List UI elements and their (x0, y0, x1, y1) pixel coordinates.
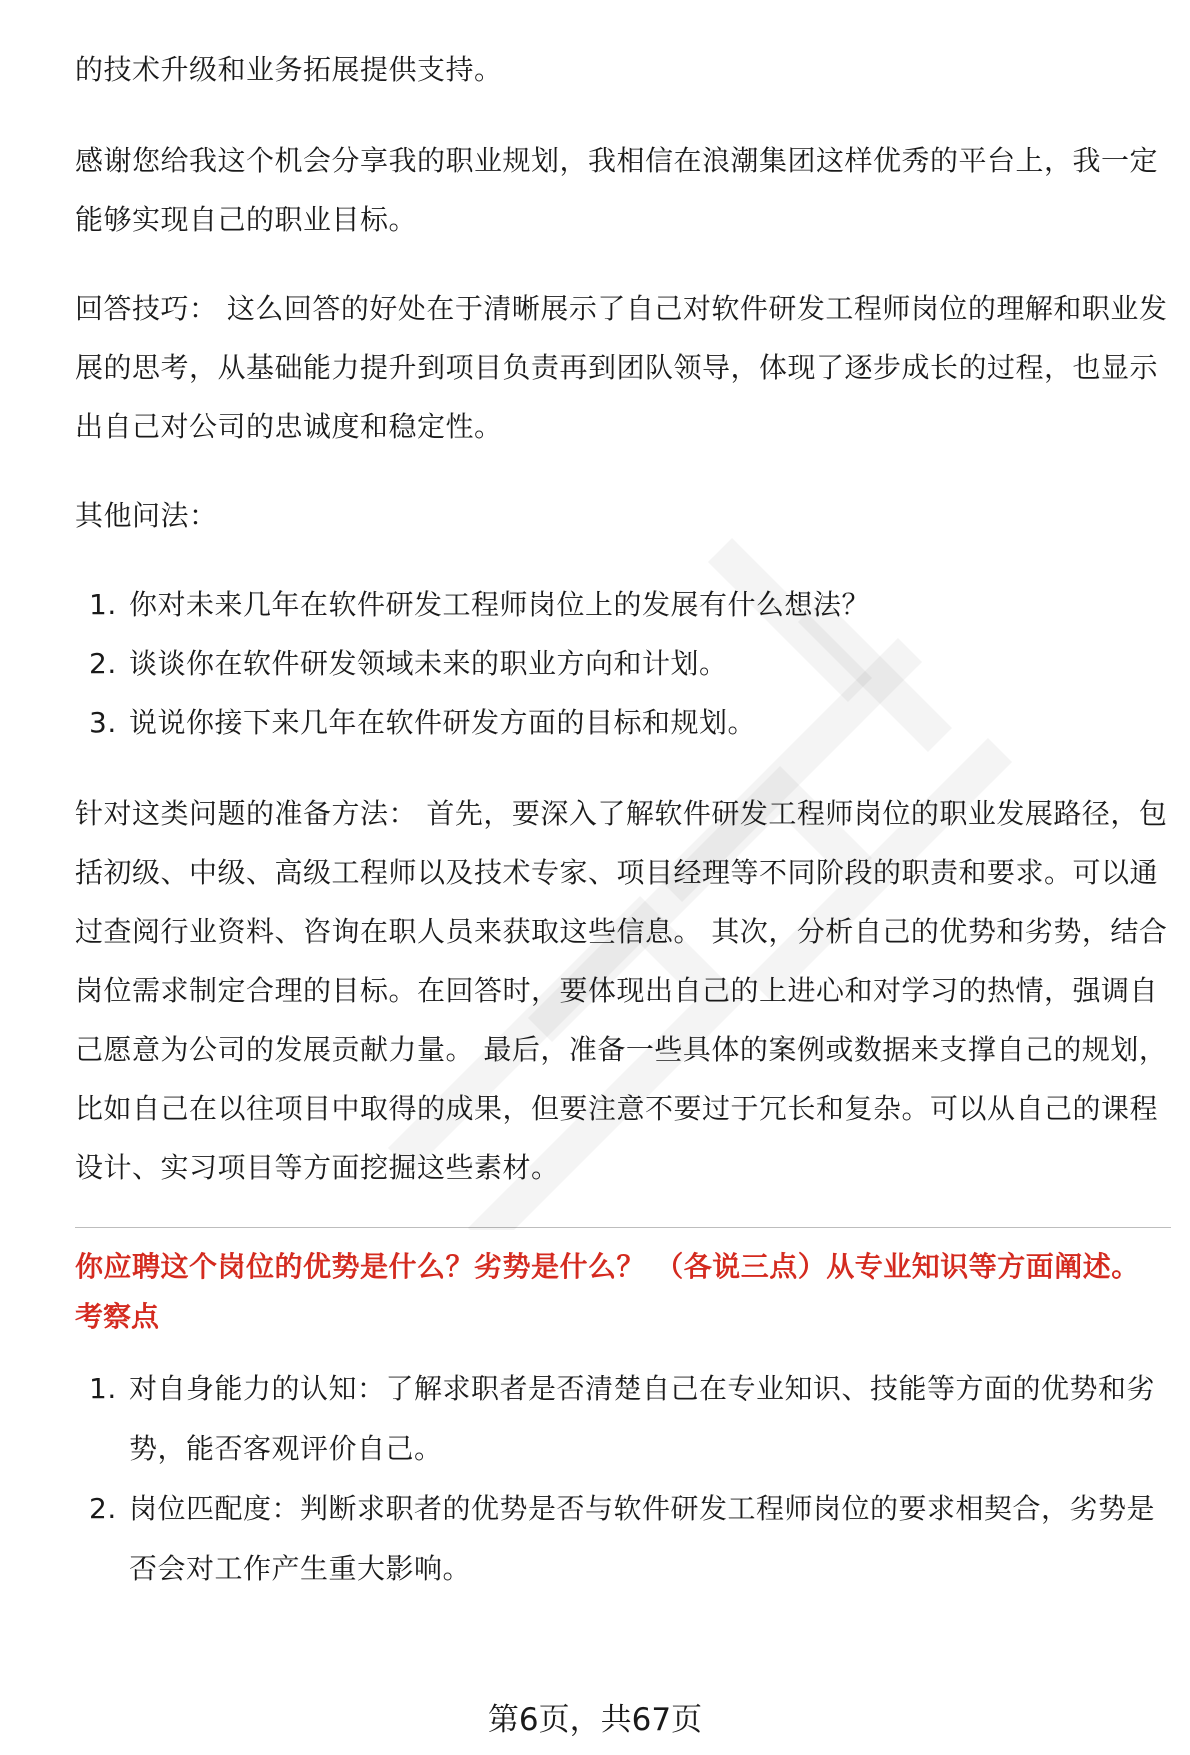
other-questions-list (75, 575, 1171, 752)
list-item (75, 634, 1171, 693)
list-item-number: 1. (89, 1372, 117, 1405)
paragraph-answer-tips: 回答技巧： 这么回答的好处在于清晰展示了自己对软件研发工程师岗位的理解和职业发展的思考，从基础能力提升到项目负责再到团队领导，体现了逐步成长的过程，也显示出自己对公司的忠诚度和稳定性。 (75, 292, 1168, 443)
list-item (75, 575, 1171, 634)
list-item-number: 2. (89, 647, 117, 680)
paragraph-other-questions-heading: 其他问法： (75, 499, 218, 532)
paragraph-continuation: 的技术升级和业务拓展提供支持。 (75, 53, 503, 86)
assessment-points-heading: 考察点 (75, 1300, 160, 1333)
list-item-text: 岗位匹配度：判断求职者的优势是否与软件研发工程师岗位的要求相契合，劣势是否会对工作产生重大影响。 (129, 1492, 1156, 1585)
assessment-points-list (75, 1359, 1171, 1599)
list-item (75, 693, 1171, 752)
list-item-text: 你对未来几年在软件研发工程师岗位上的发展有什么想法？ (129, 588, 871, 621)
page-footer: 第6页，共67页 (487, 1702, 703, 1738)
list-item-number: 3. (89, 706, 117, 739)
paragraph-thanks: 感谢您给我这个机会分享我的职业规划，我相信在浪潮集团这样优秀的平台上，我一定能够实现自己的职业目标。 (75, 144, 1159, 236)
list-item-text: 对自身能力的认知：了解求职者是否清楚自己在专业知识、技能等方面的优势和劣势，能否客观评价自己。 (129, 1372, 1156, 1465)
list-item-text: 谈谈你在软件研发领域未来的职业方向和计划。 (129, 647, 728, 680)
section-divider (75, 1227, 1171, 1228)
list-item-number: 2. (89, 1492, 117, 1525)
list-item (75, 1359, 1171, 1479)
question-heading: 你应聘这个岗位的优势是什么？劣势是什么？ （各说三点）从专业知识等方面阐述。 (75, 1250, 1140, 1283)
paragraph-preparation-method: 针对这类问题的准备方法： 首先，要深入了解软件研发工程师岗位的职业发展路径，包括初级、中级、高级工程师以及技术专家、项目经理等不同阶段的职责和要求。可以通过查阅行业资料、咨询在职人员来获取这些信息。 其次，分析自己的优势和劣势，结合岗位需求制定合理的目标。在回答时，要体现出自己的上进心和对学习的热情，强调自己愿意为公司的发展贡献力量。 最后，准备一些具体的案例或数据来支撑自己的规划，比如自己在以往项目中取得的成果，但要注意不要过于冗长和复杂。可以从自己的课程设计、实习项目等方面挖掘这些素材。 (75, 797, 1168, 1184)
document-body (75, 40, 1171, 1631)
list-item-text: 说说你接下来几年在软件研发方面的目标和规划。 (129, 706, 757, 739)
list-item (75, 1479, 1171, 1599)
list-item-number: 1. (89, 588, 117, 621)
